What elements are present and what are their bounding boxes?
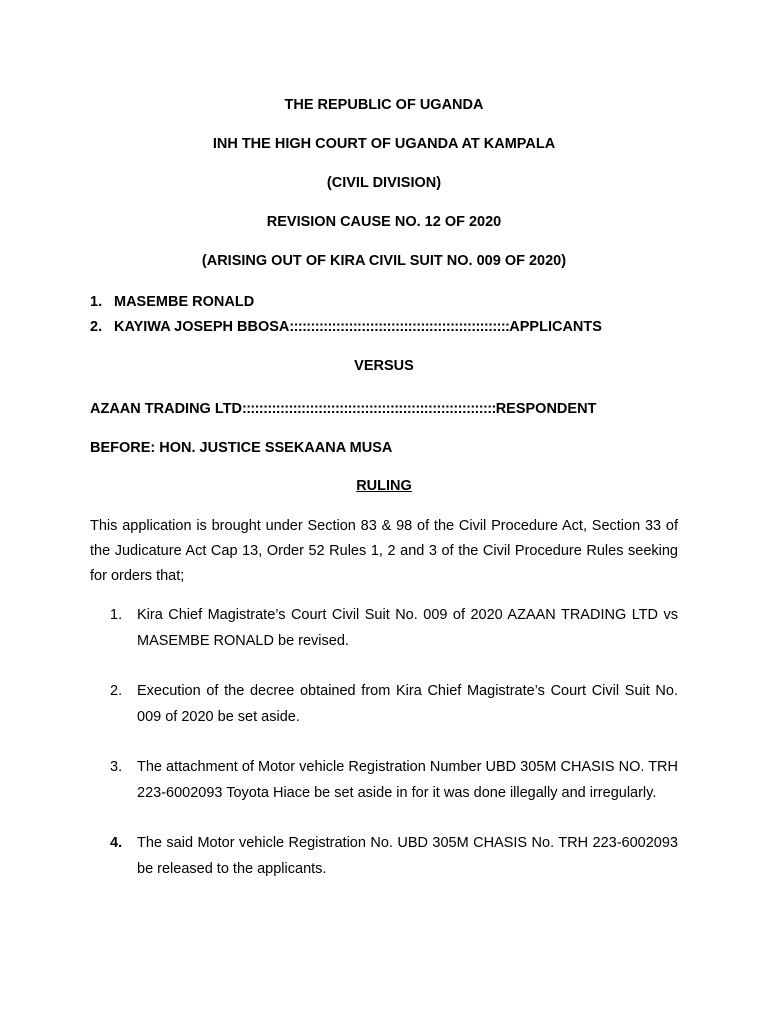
intro-paragraph: This application is brought under Section 83 & 98 of the Civil Procedure Act, Section 33 of the Judicature Act Cap 13, Order 52 Rules 1, 2 and 3 of the Civil Procedure Rules seeking for orders that;	[90, 518, 678, 584]
versus-label: VERSUS	[354, 358, 414, 374]
applicant-name: KAYIWA JOSEPH BBOSA	[114, 319, 290, 335]
respondent-role: RESPONDENT	[495, 401, 597, 417]
list-item	[90, 755, 678, 806]
applicants-list	[90, 290, 678, 340]
list-item	[90, 831, 678, 882]
applicant-number: 2.	[90, 319, 103, 335]
order-number: 2.	[110, 683, 123, 699]
cause-number-heading: REVISION CAUSE NO. 12 OF 2020	[266, 214, 502, 230]
order-number: 1.	[110, 607, 123, 623]
arising-out-heading: (ARISING OUT OF KIRA CIVIL SUIT NO. 009 OF 2020)	[201, 253, 567, 269]
before-judge: BEFORE: HON. JUSTICE SSEKAANA MUSA	[90, 440, 393, 456]
respondent-name: AZAAN TRADING LTD	[90, 401, 242, 417]
order-text: Kira Chief Magistrate’s Court Civil Suit No. 009 of 2020 AZAAN TRADING LTD vs MASEMBE RONALD be revised.	[137, 607, 678, 649]
orders-list	[90, 603, 678, 882]
order-number: 3.	[110, 759, 123, 775]
list-item	[90, 603, 678, 654]
order-number: 4.	[110, 835, 123, 851]
order-text: The attachment of Motor vehicle Registration Number UBD 305M CHASIS NO. TRH 223-6002093 Toyota Hiace be set aside in for it was done illegally and irregularly.	[137, 759, 678, 801]
order-text: The said Motor vehicle Registration No. UBD 305M CHASIS No. TRH 223-6002093 be released to the applicants.	[137, 835, 678, 877]
division-heading: (CIVIL DIVISION)	[326, 175, 442, 191]
applicant-number: 1.	[90, 294, 103, 310]
respondent-line	[90, 399, 678, 419]
order-text: Execution of the decree obtained from Kira Chief Magistrate’s Court Civil Suit No. 009 of 2020 be set aside.	[137, 683, 678, 725]
dot-leader: ::::::::::::::::::::::::::::::::::::::::::::::::::::::::::::	[241, 401, 496, 417]
republic-heading: THE REPUBLIC OF UGANDA	[284, 97, 484, 113]
dot-leader: ::::::::::::::::::::::::::::::::::::::::::::::::::::	[289, 319, 510, 335]
court-heading: INH THE HIGH COURT OF UGANDA AT KAMPALA	[212, 136, 556, 152]
applicant-2	[90, 315, 678, 340]
ruling-title: RULING	[356, 478, 412, 494]
list-item	[90, 679, 678, 730]
applicants-role: APPLICANTS	[509, 319, 602, 335]
applicant-name: MASEMBE RONALD	[114, 294, 255, 310]
applicant-1	[90, 290, 678, 315]
